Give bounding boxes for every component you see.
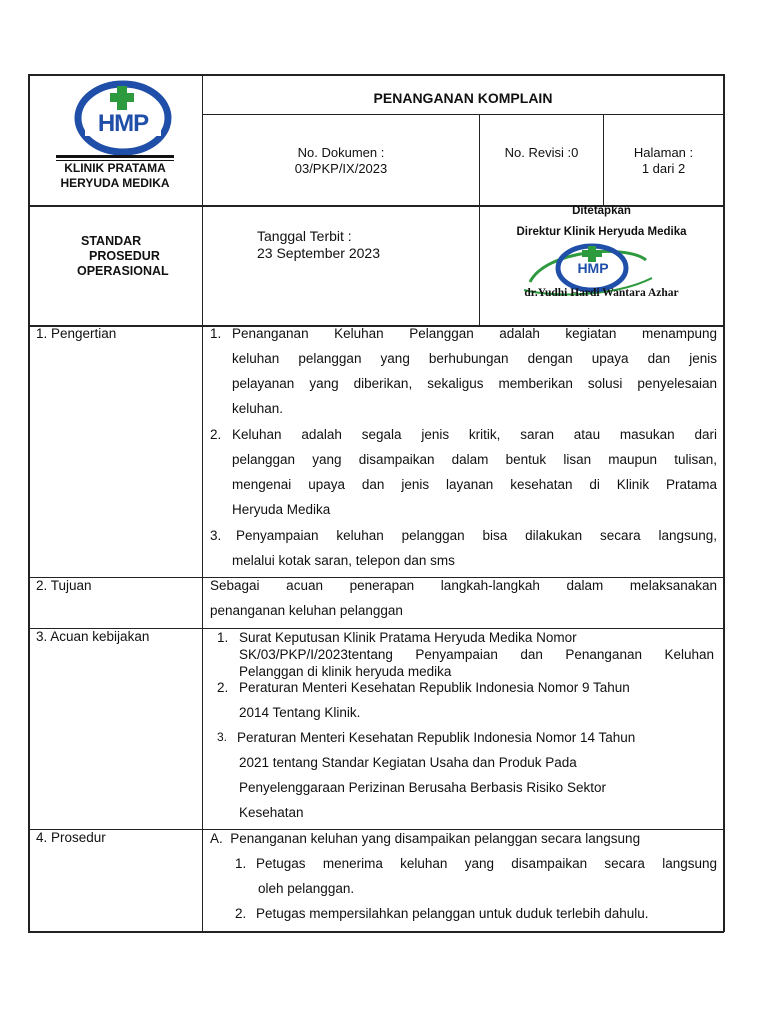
acuan-item-2-number: 2.: [217, 680, 229, 695]
approved-by: Direktur Klinik Heryuda Medika: [516, 226, 687, 238]
acuan-item-3: Peraturan Menteri Kesehatan Republik Indonesia Nomor 14 Tahun 2021 tentang Standar Kegiatan Usaha dan Produk Pada Penyelenggaraan Perizinan Berusaha Berbasis Risiko Sektor Kesehatan: [237, 730, 636, 820]
clinic-name-line-2: HERYUDA MEDIKA: [60, 176, 170, 190]
acuan-item-3-number: 3.: [217, 730, 228, 744]
tujuan-text: Sebagai acuan penerapan langkah-langkah dalam melaksanakan penanganan keluhan pelanggan: [210, 578, 717, 618]
revision-number: No. Revisi :0: [504, 145, 579, 160]
acuan-item-1-number: 1.: [217, 630, 229, 645]
pengertian-item-2: Keluhan adalah segala jenis kritik, saran atau masukan dari pelanggan yang disampaikan dalam bentuk lisan maupun tulisan, mengenai upaya dan jenis layanan kesehatan di Klinik Pratama Heryuda Medika: [232, 427, 717, 517]
section-label-acuan: 3. Acuan kebijakan: [36, 629, 150, 644]
acuan-item-2: Peraturan Menteri Kesehatan Republik Indonesia Nomor 9 Tahun 2014 Tentang Klinik.: [239, 680, 630, 720]
pengertian-item-2-number: 2.: [210, 427, 222, 442]
pengertian-item-3: Penyampaian keluhan pelanggan bisa dilakukan secara langsung, melalui kotak saran, telepon dan sms: [232, 528, 717, 568]
logo-underline: [56, 155, 174, 158]
issue-date-value: 23 September 2023: [257, 245, 380, 261]
acuan-item-1: Surat Keputusan Klinik Pratama Heryuda Medika Nomor SK/03/PKP/I/2023tentang Penyampaian dan Penanganan Keluhan Pelanggan di klinik heryuda medika: [239, 630, 714, 679]
approved-label: Ditetapkan: [572, 205, 631, 217]
doc-number-value: 03/PKP/IX/2023: [294, 161, 388, 176]
prosedur-heading: A. Penanganan keluhan yang disampaikan pelanggan secara langsung: [210, 831, 641, 846]
prosedur-item-2: Petugas mempersilahkan pelanggan untuk duduk terlebih dahulu.: [256, 906, 649, 921]
section-label-prosedur: 4. Prosedur: [36, 830, 106, 845]
sop-label-2: PROSEDUR: [89, 249, 160, 263]
pengertian-item-1: Penanganan Keluhan Pelanggan adalah kegiatan menampung keluhan pelanggan yang berhubungan dengan upaya dan jenis pelayanan yang diberikan, sekaligus memberikan solusi penyelesaian keluhan.: [232, 326, 717, 416]
clinic-logo: [73, 80, 173, 156]
pengertian-item-1-number: 1.: [210, 326, 222, 341]
prosedur-item-2-number: 2.: [235, 906, 247, 921]
prosedur-item-1-number: 1.: [235, 856, 247, 871]
section-label-pengertian: 1. Pengertian: [36, 326, 117, 341]
issue-date-label: Tanggal Terbit :: [257, 228, 352, 244]
pengertian-item-3-number: 3.: [210, 528, 222, 543]
section-label-tujuan: 2. Tujuan: [36, 578, 92, 593]
doc-number-label: No. Dokumen :: [297, 145, 385, 160]
signatory-name: dr.Yudhi Hardi Wantara Azhar: [524, 287, 679, 299]
prosedur-item-1: Petugas menerima keluhan yang disampaikan secara langsung oleh pelanggan.: [256, 856, 717, 896]
page-value: 1 dari 2: [641, 161, 686, 176]
page-label: Halaman :: [633, 145, 694, 160]
stamp-text: HMP: [577, 260, 609, 276]
sop-label-3: OPERASIONAL: [77, 264, 169, 278]
sop-label-1: STANDAR: [81, 234, 142, 248]
clinic-logo-text: HMP: [97, 110, 149, 137]
document-title: PENANGANAN KOMPLAIN: [373, 90, 553, 106]
clinic-name-line-1: KLINIK PRATAMA: [64, 161, 166, 175]
